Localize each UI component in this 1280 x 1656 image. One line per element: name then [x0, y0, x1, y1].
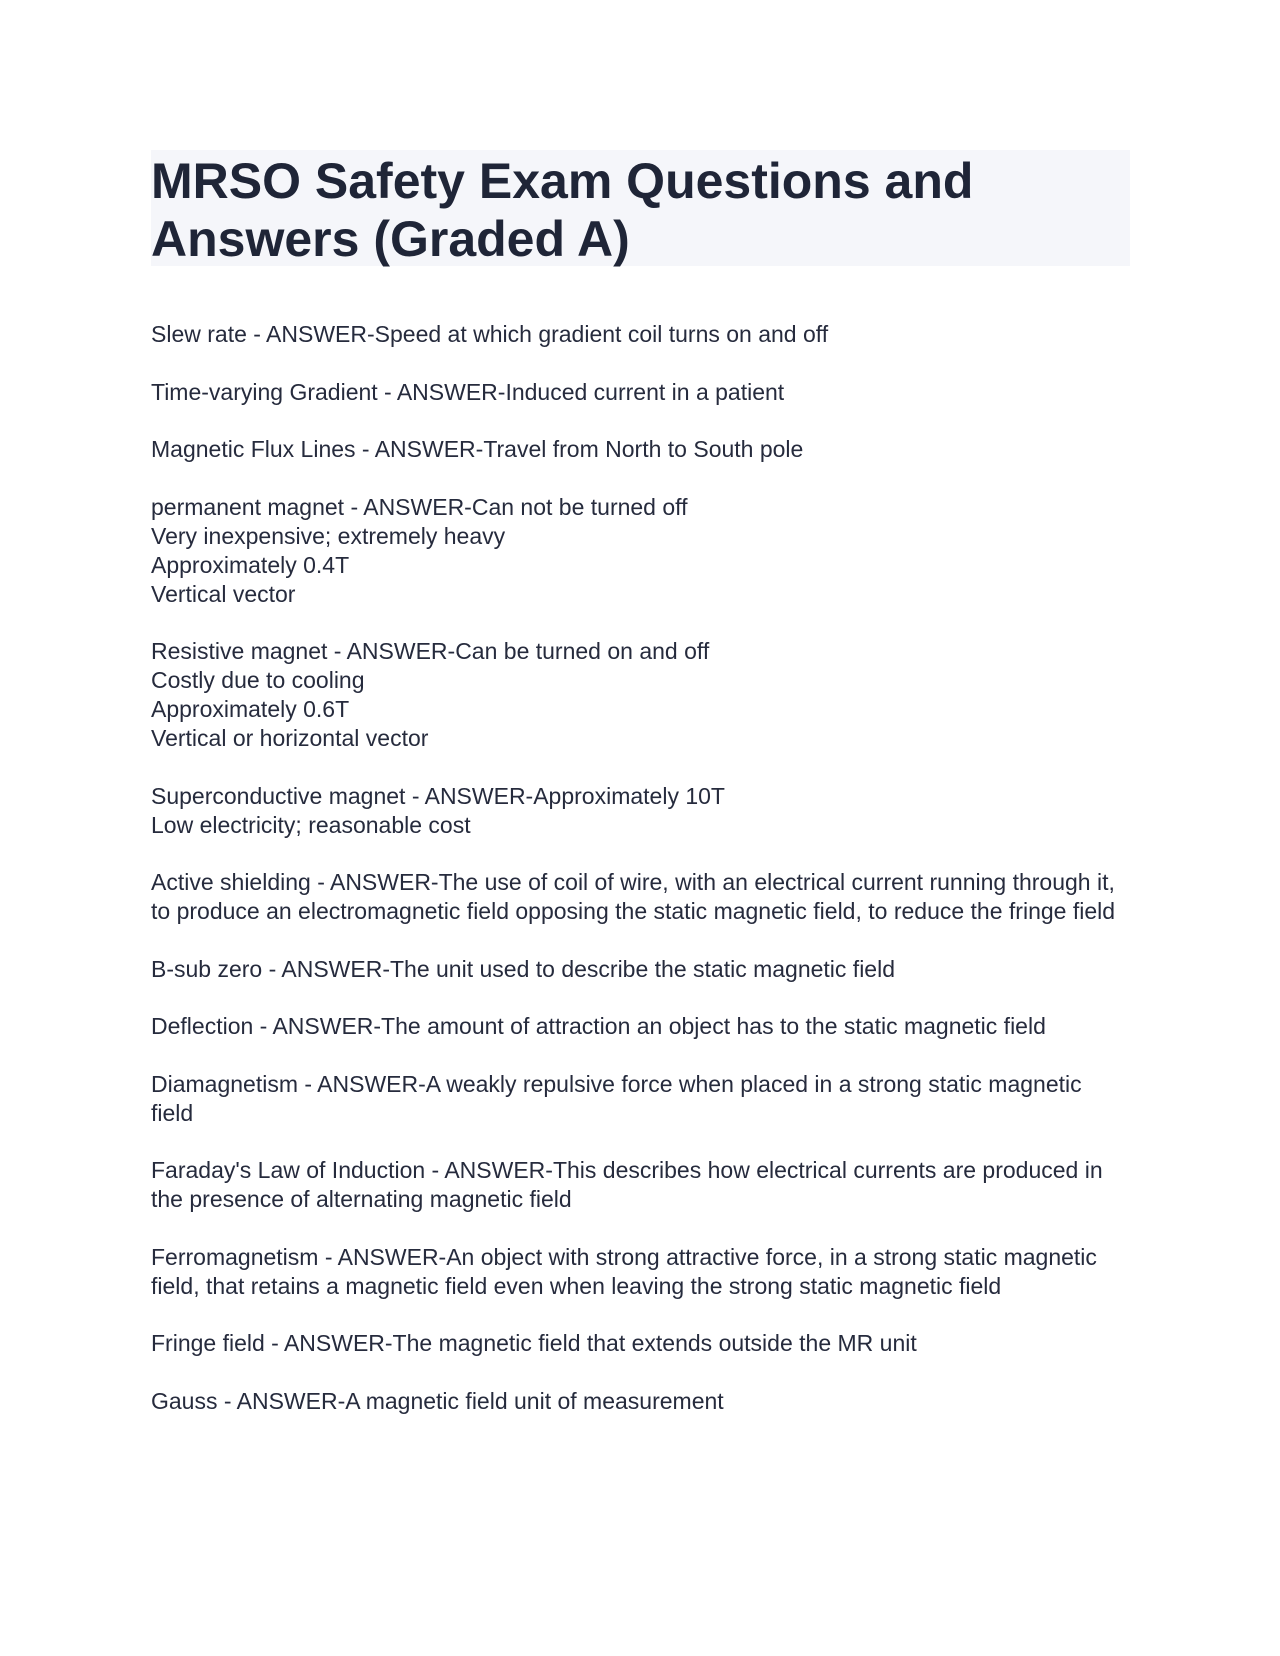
- qa-question-answer: Magnetic Flux Lines - ANSWER-Travel from North to South pole: [151, 436, 804, 462]
- qa-question-answer: Time-varying Gradient - ANSWER-Induced current in a patient: [151, 378, 785, 405]
- qa-entry: [151, 637, 1130, 753]
- qa-answer-detail: Approximately 0.4T: [151, 551, 350, 578]
- document-title: MRSO Safety Exam Questions and Answers (Graded A): [151, 153, 974, 267]
- qa-entry: [151, 1387, 1130, 1416]
- qa-question-answer: Fringe field - ANSWER-The magnetic field that extends outside the MR unit: [151, 1330, 917, 1356]
- qa-entry: [151, 435, 1130, 464]
- qa-entry: [151, 320, 1130, 349]
- document-page: [151, 150, 1130, 1444]
- qa-question-answer: Superconductive magnet - ANSWER-Approximately 10T: [151, 782, 725, 809]
- qa-question-answer: Faraday's Law of Induction - ANSWER-This describes how electrical currents are produced in the presence of alternating magnetic field: [151, 1157, 1103, 1212]
- qa-answer-detail: Vertical vector: [151, 580, 296, 607]
- title-block: [151, 150, 1130, 266]
- qa-question-answer: Deflection - ANSWER-The amount of attraction an object has to the static magnetic field: [151, 1013, 1046, 1039]
- qa-entry: [151, 782, 1130, 840]
- qa-entry: [151, 955, 1130, 984]
- qa-entry: [151, 1243, 1130, 1301]
- qa-entry: [151, 493, 1130, 609]
- qa-entry: [151, 1070, 1130, 1128]
- qa-question-answer: Active shielding - ANSWER-The use of coil of wire, with an electrical current running through it, to produce an electromagnetic field opposing the static magnetic field, to reduce the fringe field: [151, 869, 1116, 924]
- qa-question-answer: B-sub zero - ANSWER-The unit used to describe the static magnetic field: [151, 955, 895, 982]
- qa-question-answer: Gauss - ANSWER-A magnetic field unit of measurement: [151, 1387, 724, 1414]
- qa-question-answer: Diamagnetism - ANSWER-A weakly repulsive force when placed in a strong static magnetic field: [151, 1070, 1082, 1126]
- qa-entry: [151, 868, 1130, 926]
- qa-question-answer: Resistive magnet - ANSWER-Can be turned on and off: [151, 638, 710, 664]
- qa-answer-detail: Vertical or horizontal vector: [151, 725, 429, 751]
- qa-list: [151, 320, 1130, 1416]
- qa-answer-detail: Approximately 0.6T: [151, 696, 350, 722]
- qa-answer-detail: Low electricity; reasonable cost: [151, 811, 471, 838]
- qa-entry: [151, 1329, 1130, 1358]
- qa-answer-detail: Very inexpensive; extremely heavy: [151, 522, 506, 549]
- qa-question-answer: permanent magnet - ANSWER-Can not be turned off: [151, 493, 688, 520]
- qa-entry: [151, 1012, 1130, 1041]
- qa-question-answer: Ferromagnetism - ANSWER-An object with strong attractive force, in a strong static magnetic field, that retains a magnetic field even when leaving the strong static magnetic field: [151, 1243, 1097, 1299]
- qa-answer-detail: Costly due to cooling: [151, 667, 365, 693]
- qa-question-answer: Slew rate - ANSWER-Speed at which gradient coil turns on and off: [151, 321, 829, 347]
- qa-entry: [151, 1156, 1130, 1214]
- qa-entry: [151, 378, 1130, 407]
